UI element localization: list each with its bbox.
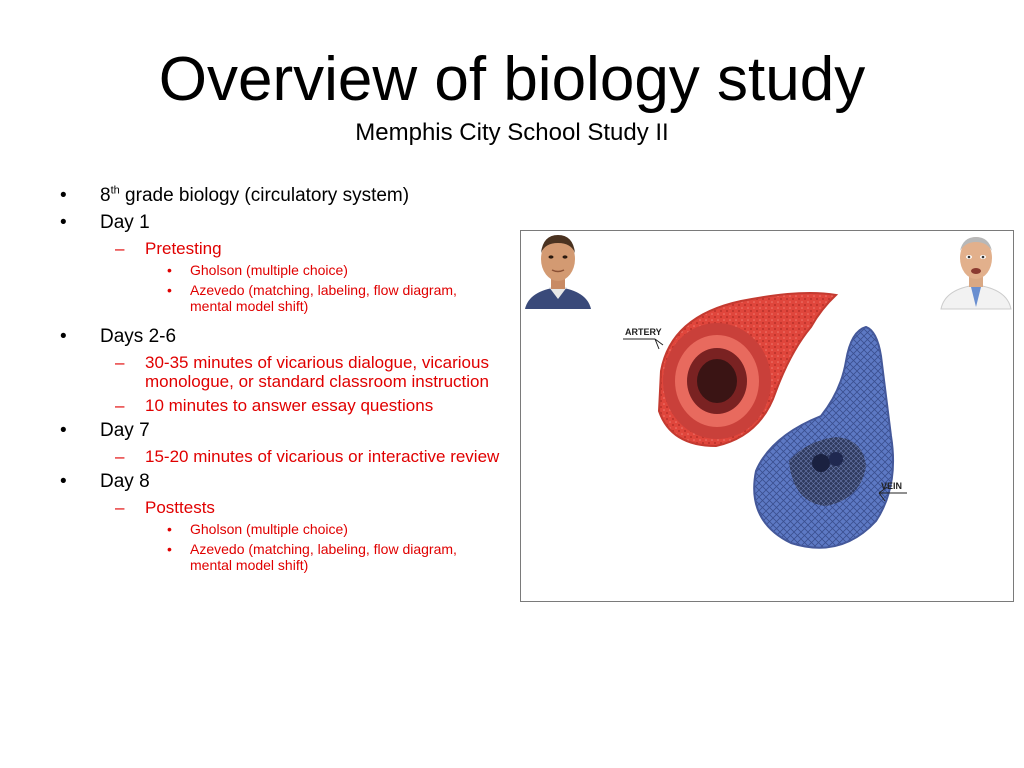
artery-label <box>623 327 663 349</box>
bullet-marker: • <box>60 212 67 233</box>
sub-sub-post-azevedo <box>60 541 500 573</box>
grade-suffix: th <box>110 184 120 197</box>
slide-subtitle: Memphis City School Study II <box>355 119 669 146</box>
pretesting-text: Pretesting <box>145 239 222 258</box>
dash-marker: – <box>115 447 125 466</box>
bullet-marker: • <box>60 326 67 347</box>
post-gholson-text: Gholson (multiple choice) <box>190 521 348 537</box>
day1-text: Day 1 <box>100 212 150 233</box>
dash-marker: – <box>115 239 125 258</box>
sub-review <box>60 447 500 466</box>
bullet-grade <box>60 185 500 207</box>
sub-vicarious <box>60 353 500 391</box>
bullet-day8 <box>60 471 500 493</box>
bullet-list <box>60 180 500 573</box>
essay-text: 10 minutes to answer essay questions <box>145 396 434 415</box>
bullet-day1 <box>60 212 500 234</box>
bullet-marker: • <box>60 185 67 206</box>
dash-marker: – <box>115 353 125 372</box>
sub-pretesting <box>60 239 500 258</box>
bullet-marker: • <box>167 521 172 537</box>
sub-sub-pre-gholson <box>60 262 500 278</box>
day7-text: Day 7 <box>100 420 150 441</box>
sub-sub-pre-azevedo <box>60 282 500 314</box>
bullet-marker: • <box>60 420 67 441</box>
svg-text:ARTERY: ARTERY <box>625 327 662 337</box>
post-azevedo-text: Azevedo (matching, labeling, flow diagram, mental model shift) <box>190 541 457 573</box>
review-text: 15-20 minutes of vicarious or interactive review <box>145 447 500 466</box>
grade-number: 8 <box>100 185 111 206</box>
vicarious-text: 30-35 minutes of vicarious dialogue, vicarious monologue, or standard classroom instruction <box>145 353 489 391</box>
bullet-days26 <box>60 326 500 348</box>
days26-text: Days 2-6 <box>100 326 177 347</box>
day8-text: Day 8 <box>100 471 150 492</box>
posttests-text: Posttests <box>145 498 215 517</box>
bullet-marker: • <box>167 541 172 557</box>
illustration-svg <box>521 231 1013 601</box>
student-avatar <box>521 231 595 309</box>
pre-azevedo-text: Azevedo (matching, labeling, flow diagram, mental model shift) <box>190 282 457 314</box>
sub-essay <box>60 396 500 415</box>
dash-marker: – <box>115 498 125 517</box>
bullet-day7 <box>60 420 500 442</box>
sub-posttests <box>60 498 500 517</box>
slide-title: Overview of biology study <box>158 45 866 114</box>
bullet-marker: • <box>167 282 172 298</box>
dash-marker: – <box>115 396 125 415</box>
bullet-marker: • <box>60 471 67 492</box>
bullet-marker: • <box>167 262 172 278</box>
grade-text: grade biology (circulatory system) <box>119 185 410 206</box>
artery-vein-illustration <box>520 230 1014 602</box>
svg-text:VEIN: VEIN <box>881 481 903 491</box>
pre-gholson-text: Gholson (multiple choice) <box>190 262 348 278</box>
doctor-avatar <box>939 231 1013 309</box>
sub-sub-post-gholson <box>60 521 500 537</box>
